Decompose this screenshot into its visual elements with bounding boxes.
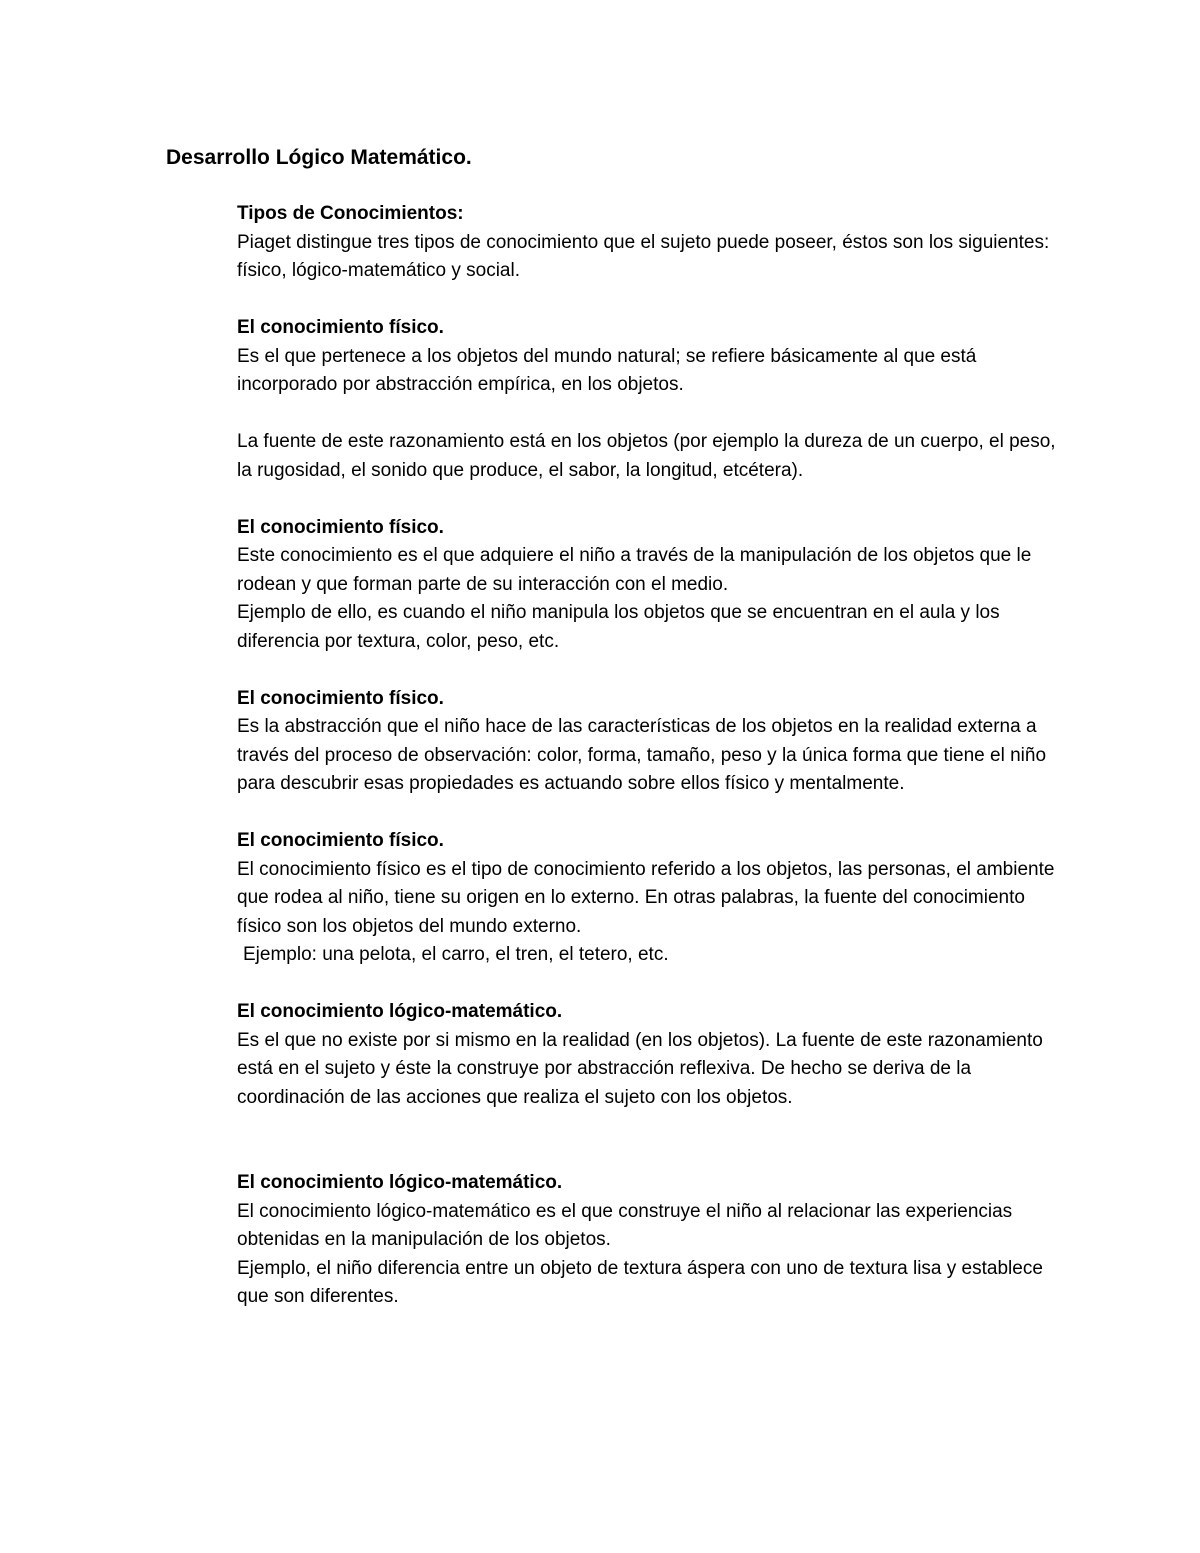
paragraph: Es el que pertenece a los objetos del mundo natural; se refiere básicamente al que está incorporado por abstracción empírica, en los objetos.: [237, 345, 977, 395]
paragraph: Este conocimiento es el que adquiere el niño a través de la manipulación de los objetos que le rodean y que forman parte de su interacción con el medio.: [237, 545, 1032, 595]
document-title: Desarrollo Lógico Matemático.: [166, 146, 472, 169]
section-tipos-de-conocimientos: [237, 200, 1067, 286]
document-body: [237, 200, 1067, 1312]
spacer: [237, 970, 1067, 999]
section-conocimiento-logico-matematico-2: [237, 1169, 1067, 1312]
spacer: [237, 656, 1067, 685]
section-conocimiento-fisico-2: [237, 514, 1067, 657]
paragraph: Es el que no existe por si mismo en la realidad (en los objetos). La fuente de este razonamiento está en el sujeto y éste la construye por abstracción reflexiva. De hecho se deriva de la coordinación de las acciones que realiza el sujeto con los objetos.: [237, 1029, 1043, 1108]
section-conocimiento-fisico-4: [237, 827, 1067, 970]
paragraph: La fuente de este razonamiento está en los objetos (por ejemplo la dureza de un cuerpo, el peso, la rugosidad, el sonido que produce, el sabor, la longitud, etcétera).: [237, 431, 1056, 481]
paragraph: Es la abstracción que el niño hace de las características de los objetos en la realidad externa a través del proceso de observación: color, forma, tamaño, peso y la única forma que tiene el niño para descubrir esas propiedades es actuando sobre ellos físico y mentalmente.: [237, 716, 1047, 794]
section-heading: El conocimiento físico.: [237, 830, 444, 851]
paragraph: Ejemplo de ello, es cuando el niño manipula los objetos que se encuentran en el aula y los diferencia por textura, color, peso, etc.: [237, 602, 1000, 652]
spacer: [237, 799, 1067, 828]
section-heading: El conocimiento físico.: [237, 516, 444, 538]
section-heading: El conocimiento lógico-matemático.: [237, 1172, 563, 1193]
section-conocimiento-logico-matematico-1: [237, 998, 1067, 1112]
spacer: [237, 485, 1067, 514]
spacer: [237, 400, 1067, 429]
section-heading: Tipos de Conocimientos:: [237, 203, 464, 224]
section-heading: El conocimiento físico.: [237, 687, 444, 709]
paragraph: Ejemplo: una pelota, el carro, el tren, el tetero, etc.: [243, 944, 669, 965]
spacer: [237, 286, 1067, 315]
section-heading: El conocimiento físico.: [237, 317, 444, 338]
section-heading: El conocimiento lógico-matemático.: [237, 1001, 563, 1022]
section-conocimiento-fisico-3: [237, 685, 1067, 799]
section-conocimiento-fisico-1: [237, 314, 1067, 485]
paragraph: El conocimiento lógico-matemático es el que construye el niño al relacionar las experiencias obtenidas en la manipulación de los objetos.: [237, 1200, 1013, 1250]
paragraph: El conocimiento físico es el tipo de conocimiento referido a los objetos, las personas, el ambiente que rodea al niño, tiene su origen en lo externo. En otras palabras, la fuente del conocimiento físico son los objetos del mundo externo.: [237, 858, 1055, 937]
spacer: [237, 1112, 1067, 1169]
paragraph: Piaget distingue tres tipos de conocimiento que el sujeto puede poseer, éstos son los siguientes: físico, lógico-matemático y social.: [237, 231, 1050, 281]
paragraph: Ejemplo, el niño diferencia entre un objeto de textura áspera con uno de textura lisa y establece que son diferentes.: [237, 1257, 1043, 1307]
